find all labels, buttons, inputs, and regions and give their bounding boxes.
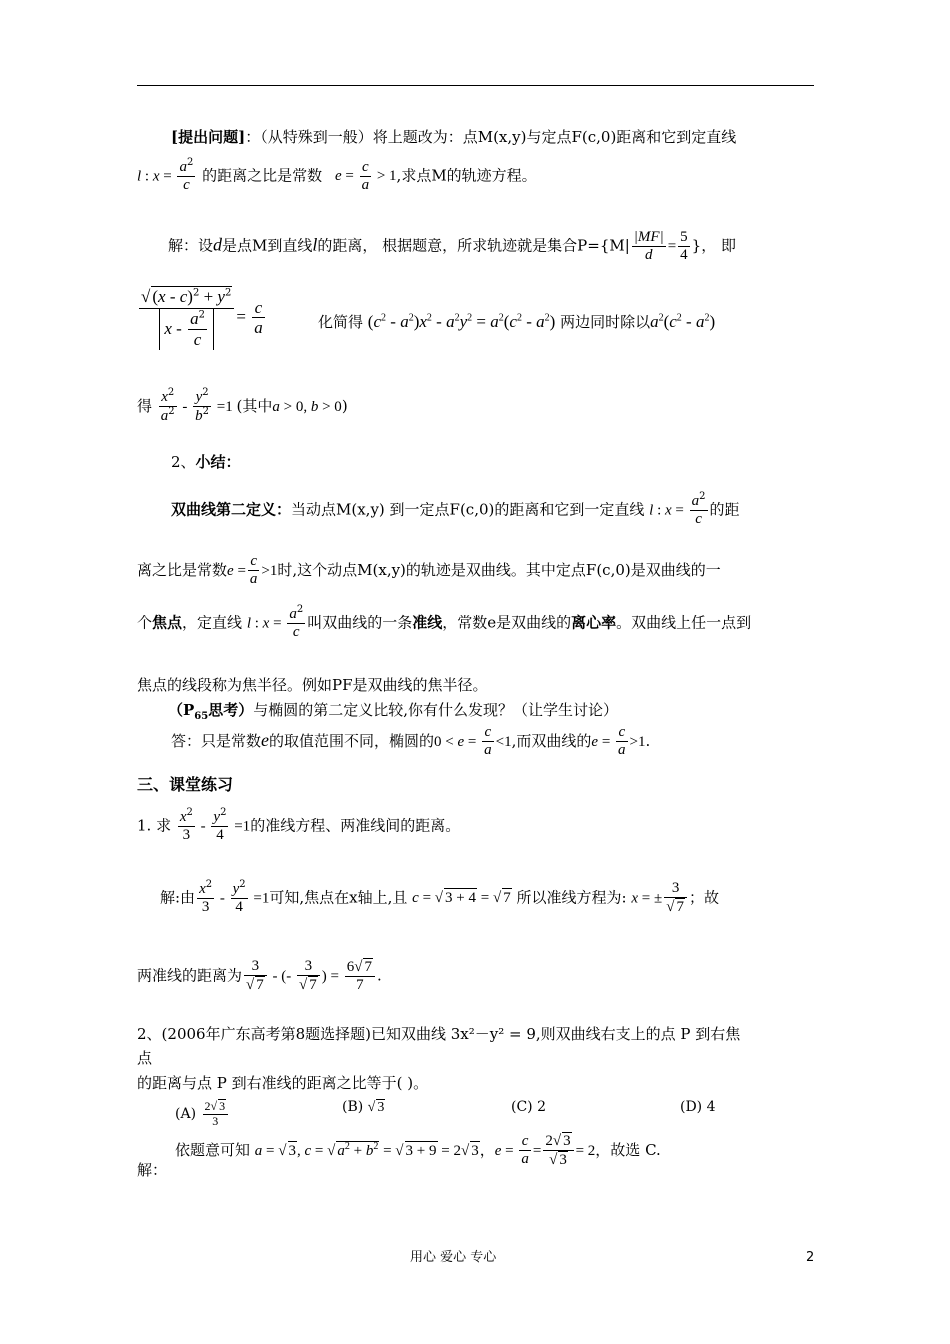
exercise-2-line-1b: 点 (137, 1049, 153, 1067)
thinking-line: （$P_{65}$思考）与椭圆的第二定义比较,你有什么发现？（让学生讨论） (168, 701, 618, 722)
problem-label: [提出问题] (171, 128, 246, 146)
exercise-2-line-1: 2、(2006年广东高考第8题选择题)已知双曲线 3x²－y² = 9,则双曲线右支上的点 P 到右焦 (137, 1025, 741, 1043)
simplify-line: 化简得 $(c^2 - a^2)x^2 - a^2y^2 = a^2(c^2 - a^2)$ 两边同时除以$a^2(c^2 - a^2)$ (318, 312, 716, 331)
solution-line-1: 解：设d是点M到直线l的距离， 根据题意，所求轨迹就是集合P={M| $\frac{|MF|}{d}$ = $\frac{5}{4}$ }， 即 (168, 228, 736, 264)
problem-text-1: ：（从特殊到一般）将上题改为：点M(x,y)与定点F(c,0)距离和它到定直线 (245, 128, 737, 146)
exercise-2-solution-label: 解： (137, 1161, 168, 1179)
definition-line-4: 焦点的线段称为焦半径。例如PF是双曲线的焦半径。 (137, 676, 488, 694)
exercise-1-question: 1. 求 $\frac{x^2}{3}$ - $\frac{y^2}{4}$ =1的准线方程、两准线间的距离。 (137, 807, 461, 844)
choice-c: (C) 2 (511, 1099, 546, 1115)
exercise-2-line-2: 的距离与点 P 到右准线的距离之比等于( )。 (137, 1074, 429, 1092)
practice-heading: 三、课堂练习 (137, 775, 234, 794)
page-number: 2 (806, 1250, 815, 1265)
choice-d: (D) 4 (680, 1099, 716, 1115)
problem-line-1 (171, 128, 736, 146)
footer-motto: 用心 爱心 专心 (410, 1250, 497, 1265)
exercise-1-solution: 解:由 $\frac{x^2}{3}$ - $\frac{y^2}{4}$ =1可知,焦点在x轴上,且 c = √ 3 + 4 = √ 7 所以准线方程为: x = ± $\frac{3}{√ 7}$ ；故 (160, 879, 719, 916)
definition-line-1: 双曲线第二定义：当动点M(x,y) 到一定点F(c,0)的距离和它到一定直线 l : x = $\frac{a^2}{c}$ 的距 (171, 491, 740, 528)
problem-text-2: 的距离之比是常数 (202, 166, 323, 185)
definition-line-3: 个焦点，定直线 l : x = $\frac{a^2}{c}$ 叫双曲线的一条准线，常数e是双曲线的离心率。双曲线上任一点到 (137, 604, 752, 641)
problem-line-2: l : x = $\frac{a^2}{c}$ 的距离之比是常数 e = $\frac{c}{a}$ > 1,求点M的轨迹方程。 (137, 157, 537, 194)
exercise-1-distance: 两准线的距离为 $\frac{3}{√ 7}$ - (- $\frac{3}{√ 7}$ ) = $\frac{6√ 7}{7}$ . (137, 958, 382, 994)
summary-heading: 2、小结： (171, 453, 241, 471)
definition-line-2: 离之比是常数e = $\frac{c}{a}$ >1时,这个动点M(x,y)的轨迹是双曲线。其中定点F(c,0)是双曲线的一 (137, 553, 721, 588)
solution-equation: √ $(x - c)^2 + y^2$ x - $\frac{a^2}{c}$ = $\frac{c}{a}$ (141, 287, 263, 350)
exercise-2-solution: 依题意可知 a = √ 3, c = √ $a^2 + b^2$ = √ 3 + 9 = 2√ 3，e = $\frac{c}{a}$ = $\frac{2√ 3}{√ 3}$ = 2，故选 C. (175, 1133, 661, 1169)
problem-text-3: ,求点M的轨迹方程。 (396, 166, 537, 185)
definition-label: 双曲线第二定义： (171, 500, 292, 519)
choice-b: (B) √ 3 (342, 1099, 385, 1115)
choice-a: (A) $\frac{2√ 3}{3}$ (175, 1099, 230, 1129)
header-rule (137, 85, 814, 86)
answer-line: 答：只是常数e的取值范围不同，椭圆的0 < e = $\frac{c}{a}$ <1,而双曲线的e = $\frac{c}{a}$ >1. (171, 724, 651, 759)
result-line: 得 $\frac{x^2}{a^2}$ - $\frac{y^2}{b^2}$ =1 (其中a > 0, b > 0) (137, 387, 348, 425)
